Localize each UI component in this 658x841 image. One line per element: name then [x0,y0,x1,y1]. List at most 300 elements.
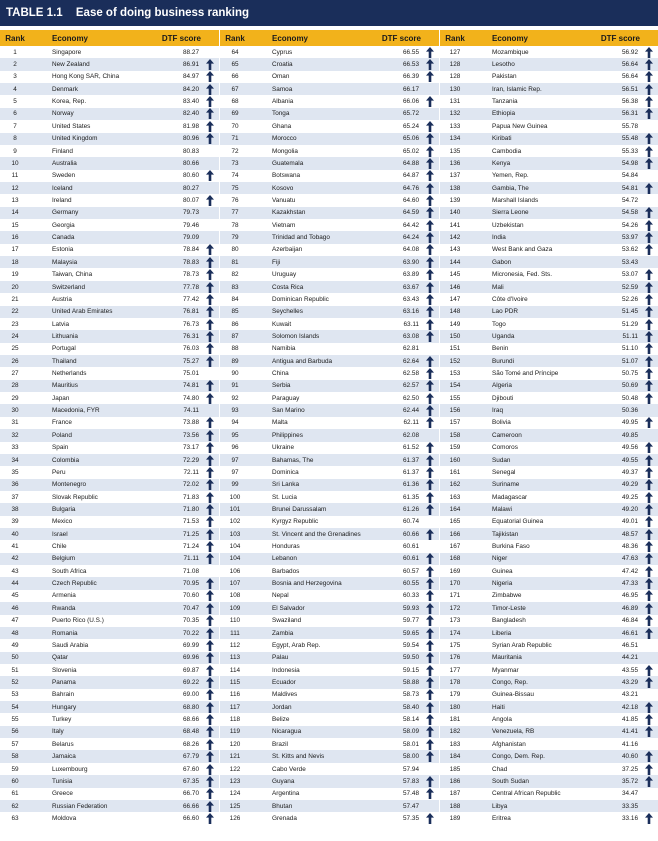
economy-cell: Venezuela, RB [492,728,535,736]
table-row [0,466,219,478]
rank-cell: 99 [231,481,239,489]
table-row [220,170,439,182]
rank-cell: 74 [231,172,239,180]
arrow-cell [421,257,439,268]
table-row [0,763,219,775]
table-row [440,219,658,231]
dtf-score-cell: 64.76 [403,184,419,192]
header-dtf-score: DTF score [161,33,201,43]
table-row [220,281,439,293]
arrow-cell [640,541,658,552]
rank-cell: 67 [231,85,239,93]
up-arrow-icon [645,183,653,194]
dtf-score-cell: 78.73 [183,271,199,279]
up-arrow-icon [645,331,653,342]
up-arrow-icon [426,603,434,614]
economy-cell: Canada [52,234,75,242]
arrow-cell [421,269,439,280]
arrow-cell [640,516,658,527]
rank-cell: 34 [11,456,19,464]
up-arrow-icon [426,566,434,577]
rank-cell: 22 [11,308,19,316]
rank-cell: 44 [11,580,19,588]
up-arrow-icon [645,492,653,503]
up-arrow-icon [645,96,653,107]
rank-cell: 132 [449,110,461,118]
rank-cell: 47 [11,617,19,625]
economy-cell: Togo [492,320,506,328]
dtf-score-cell: 58.40 [403,703,419,711]
table-row [440,528,658,540]
arrow-cell [421,393,439,404]
dtf-score-cell: 47.33 [622,580,638,588]
arrow-cell [201,689,219,700]
rank-cell: 75 [231,184,239,192]
rank-cell: 130 [449,85,461,93]
rank-cell: 107 [229,580,241,588]
header-economy: Economy [272,33,309,43]
up-arrow-icon [206,294,214,305]
rank-cell: 149 [449,320,461,328]
economy-cell: El Salvador [272,604,305,612]
dtf-score-cell: 50.48 [622,394,638,402]
up-arrow-icon [645,207,653,218]
dtf-score-cell: 71.53 [183,518,199,526]
economy-cell: West Bank and Gaza [492,246,553,254]
economy-cell: Cambodia [492,147,522,155]
arrow-cell [640,282,658,293]
arrow-cell [640,331,658,342]
economy-cell: Iraq [492,407,504,415]
economy-cell: Dominican Republic [272,295,329,303]
economy-cell: Armenia [52,592,76,600]
economy-cell: Belarus [52,740,74,748]
up-arrow-icon [206,615,214,626]
economy-cell: Mauritius [52,382,78,390]
arrow-cell [421,244,439,255]
arrow-cell [640,232,658,243]
table-row [220,71,439,83]
up-arrow-icon [645,714,653,725]
dtf-score-cell: 68.80 [183,703,199,711]
up-arrow-icon [645,590,653,601]
table-row [440,726,658,738]
economy-cell: Libya [492,802,508,810]
economy-cell: Norway [52,110,74,118]
table-row [220,491,439,503]
table-row [220,442,439,454]
dtf-score-cell: 57.48 [403,790,419,798]
table-row [440,750,658,762]
arrow-cell [201,776,219,787]
table-row [0,194,219,206]
up-arrow-icon [426,689,434,700]
rank-cell: 25 [11,345,19,353]
arrow-cell [640,578,658,589]
table-row [440,676,658,688]
table-row [0,207,219,219]
economy-cell: Korea, Rep. [52,98,87,106]
up-arrow-icon [645,702,653,713]
dtf-score-cell: 53.07 [622,271,638,279]
rank-cell: 184 [449,753,461,761]
table-row [0,639,219,651]
table-header [0,30,219,46]
economy-cell: Yemen, Rep. [492,172,529,180]
dtf-score-cell: 57.35 [403,814,419,822]
up-arrow-icon [645,306,653,317]
dtf-score-cell: 46.95 [622,592,638,600]
arrow-cell [421,306,439,317]
table-row [0,256,219,268]
arrow-cell [201,677,219,688]
economy-cell: Niger [492,555,508,563]
table-row [220,120,439,132]
rank-cell: 153 [449,370,461,378]
arrow-cell [640,813,658,824]
up-arrow-icon [426,96,434,107]
up-arrow-icon [645,813,653,824]
arrow-cell [640,294,658,305]
economy-cell: Uzbekistan [492,221,524,229]
economy-cell: Georgia [52,221,75,229]
dtf-score-cell: 63.67 [403,283,419,291]
arrow-cell [640,726,658,737]
rank-cell: 109 [229,604,241,612]
table-row [440,404,658,416]
dtf-score-cell: 64.87 [403,172,419,180]
rank-cell: 151 [449,345,461,353]
table-row [0,750,219,762]
economy-cell: Malaysia [52,258,78,266]
arrow-cell [201,244,219,255]
up-arrow-icon [645,158,653,169]
table-row [440,466,658,478]
table-row [220,615,439,627]
dtf-score-cell: 43.21 [622,691,638,699]
economy-cell: Montenegro [52,481,87,489]
arrow-cell [640,319,658,330]
economy-cell: Bolivia [492,419,511,427]
dtf-score-cell: 79.46 [183,221,199,229]
up-arrow-icon [206,541,214,552]
up-arrow-icon [426,269,434,280]
table-row [220,207,439,219]
arrow-cell [421,417,439,428]
rank-cell: 39 [11,518,19,526]
table-row [440,157,658,169]
dtf-score-cell: 58.09 [403,728,419,736]
dtf-score-cell: 59.65 [403,629,419,637]
arrow-cell [201,726,219,737]
arrow-cell [640,529,658,540]
arrow-cell [640,764,658,775]
economy-cell: Peru [52,468,66,476]
arrow-cell [640,442,658,453]
table-row [0,528,219,540]
table-row [440,417,658,429]
table-row [0,58,219,70]
table-header [440,30,658,46]
arrow-cell [640,368,658,379]
dtf-score-cell: 66.70 [183,790,199,798]
economy-cell: Congo, Dem. Rep. [492,753,545,761]
economy-cell: Lithuania [52,332,78,340]
arrow-cell [640,393,658,404]
economy-cell: Ecuador [272,679,296,686]
up-arrow-icon [426,788,434,799]
dtf-score-cell: 71.25 [183,530,199,538]
economy-cell: Argentina [272,790,300,798]
up-arrow-icon [645,442,653,453]
arrow-cell [640,343,658,354]
rank-cell: 31 [11,419,19,427]
dtf-score-cell: 58.88 [403,679,419,686]
table-row [440,788,658,800]
dtf-score-cell: 56.64 [622,73,638,81]
rank-cell: 102 [229,518,241,526]
up-arrow-icon [206,504,214,515]
rank-cell: 157 [449,419,461,427]
arrow-cell [421,294,439,305]
up-arrow-icon [645,529,653,540]
economy-cell: Papua New Guinea [492,122,548,130]
dtf-score-cell: 47.42 [622,567,638,575]
up-arrow-icon [206,813,214,824]
economy-cell: New Zealand [52,61,90,69]
economy-cell: Comoros [492,444,518,452]
economy-cell: Trinidad and Tobago [272,234,330,242]
dtf-score-cell: 71.80 [183,505,199,513]
rank-cell: 104 [229,543,241,551]
dtf-score-cell: 61.37 [403,456,419,464]
table-title-bar [0,0,658,26]
dtf-score-cell: 53.43 [622,258,638,266]
arrow-cell [640,479,658,490]
table-row [220,627,439,639]
up-arrow-icon [645,108,653,119]
rank-cell: 117 [229,703,241,711]
economy-cell: Lebanon [272,555,297,563]
economy-cell: Costa Rica [272,283,304,291]
dtf-score-cell: 47.63 [622,555,638,563]
rank-cell: 155 [449,394,461,402]
economy-cell: Fiji [272,258,281,266]
rank-cell: 15 [11,221,19,229]
dtf-score-cell: 46.89 [622,604,638,612]
table-title: Ease of doing business ranking [75,7,250,19]
table-row [440,380,658,392]
economy-cell: Philippines [272,431,303,439]
arrow-cell [640,553,658,564]
economy-cell: Sudan [492,456,511,464]
dtf-score-cell: 49.85 [622,431,638,439]
dtf-score-cell: 63.90 [403,258,419,266]
table-row [0,133,219,145]
table-row [0,800,219,812]
arrow-cell [421,232,439,243]
rank-cell: 134 [449,135,461,143]
economy-cell: Tunisia [52,777,73,785]
rank-cell: 28 [11,382,19,390]
table-row [220,738,439,750]
table-header [220,30,439,46]
economy-cell: Zimbabwe [492,592,522,600]
table-row [220,540,439,552]
arrow-cell [421,47,439,58]
dtf-score-cell: 43.55 [622,666,638,674]
rank-cell: 125 [229,802,241,810]
rank-cell: 35 [11,468,19,476]
up-arrow-icon [645,467,653,478]
table-row [220,367,439,379]
rank-cell: 66 [231,73,239,81]
dtf-score-cell: 63.43 [403,295,419,303]
arrow-cell [201,652,219,663]
up-arrow-icon [206,677,214,688]
economy-cell: Mauritania [492,654,522,662]
arrow-cell [201,121,219,132]
table-row [0,553,219,565]
dtf-score-cell: 80.96 [183,135,199,143]
arrow-cell [421,689,439,700]
up-arrow-icon [645,677,653,688]
rank-cell: 188 [449,802,461,810]
dtf-score-cell: 84.97 [183,73,199,81]
table-row [440,256,658,268]
rank-cell: 165 [449,518,461,526]
table-row [220,479,439,491]
dtf-score-cell: 64.24 [403,234,419,242]
rank-cell: 154 [449,382,461,390]
economy-cell: Malta [272,419,288,427]
dtf-score-cell: 54.72 [622,196,638,204]
dtf-score-cell: 76.73 [183,320,199,328]
dtf-score-cell: 62.50 [403,394,419,402]
arrow-cell [201,628,219,639]
dtf-score-cell: 49.55 [622,456,638,464]
arrow-cell [421,170,439,181]
economy-cell: Jamaica [52,753,76,761]
rank-cell: 104 [229,555,241,563]
dtf-score-cell: 77.42 [183,295,199,303]
arrow-cell [201,751,219,762]
economy-cell: Barbados [272,567,300,575]
up-arrow-icon [206,590,214,601]
arrow-cell [640,467,658,478]
up-arrow-icon [426,331,434,342]
arrow-cell [201,467,219,478]
rank-cell: 179 [449,691,461,699]
up-arrow-icon [645,764,653,775]
table-row [0,652,219,664]
economy-cell: Nicaragua [272,728,302,736]
economy-cell: Mongolia [272,147,298,155]
arrow-cell [201,282,219,293]
arrow-cell [201,788,219,799]
table-row [440,454,658,466]
table-row [440,812,658,824]
arrow-cell [201,294,219,305]
table-row [440,627,658,639]
dtf-score-cell: 51.45 [622,308,638,316]
rank-cell: 6 [13,110,17,118]
dtf-score-cell: 49.20 [622,505,638,513]
economy-cell: Italy [52,728,64,736]
table-row [440,108,658,120]
up-arrow-icon [206,282,214,293]
rank-cell: 128 [449,73,461,81]
arrow-cell [640,677,658,688]
rank-cell: 147 [449,295,461,303]
rank-cell: 43 [11,567,19,575]
up-arrow-icon [426,677,434,688]
dtf-score-cell: 41.85 [622,716,638,724]
rank-cell: 37 [11,493,19,501]
dtf-score-cell: 67.60 [183,765,199,773]
dtf-score-cell: 56.31 [622,110,638,118]
rank-cell: 131 [449,98,461,106]
up-arrow-icon [206,640,214,651]
rank-cell: 21 [11,295,19,303]
table-row [220,58,439,70]
dtf-score-cell: 73.88 [183,419,199,427]
economy-cell: Nigeria [492,580,513,588]
rank-cell: 181 [449,716,461,724]
economy-cell: Chad [492,765,508,773]
table-row [440,95,658,107]
arrow-cell [201,84,219,95]
table-row [0,71,219,83]
rank-cell: 76 [231,196,239,204]
arrow-cell [421,455,439,466]
rank-cell: 114 [229,666,241,674]
arrow-cell [201,764,219,775]
arrow-cell [421,96,439,107]
up-arrow-icon [206,739,214,750]
table-row [220,83,439,95]
up-arrow-icon [426,244,434,255]
table-row [0,170,219,182]
dtf-score-cell: 57.94 [403,765,419,773]
dtf-score-cell: 63.16 [403,308,419,316]
dtf-score-cell: 46.61 [622,629,638,637]
rank-cell: 94 [231,419,239,427]
table-row [220,194,439,206]
arrow-cell [201,714,219,725]
dtf-score-cell: 61.52 [403,444,419,452]
arrow-cell [421,133,439,144]
economy-cell: Cabo Verde [272,765,306,773]
table-row [0,268,219,280]
table-row [0,676,219,688]
arrow-cell [640,603,658,614]
table-row [440,244,658,256]
up-arrow-icon [645,232,653,243]
arrow-cell [201,393,219,404]
economy-cell: Kyrgyz Republic [272,518,319,526]
dtf-score-cell: 42.18 [622,703,638,711]
up-arrow-icon [206,455,214,466]
arrow-cell [201,479,219,490]
table-row [0,738,219,750]
arrow-cell [201,578,219,589]
dtf-score-cell: 52.26 [622,295,638,303]
dtf-score-cell: 62.57 [403,382,419,390]
economy-cell: Paraguay [272,394,300,402]
rank-cell: 113 [229,654,241,662]
arrow-cell [201,430,219,441]
